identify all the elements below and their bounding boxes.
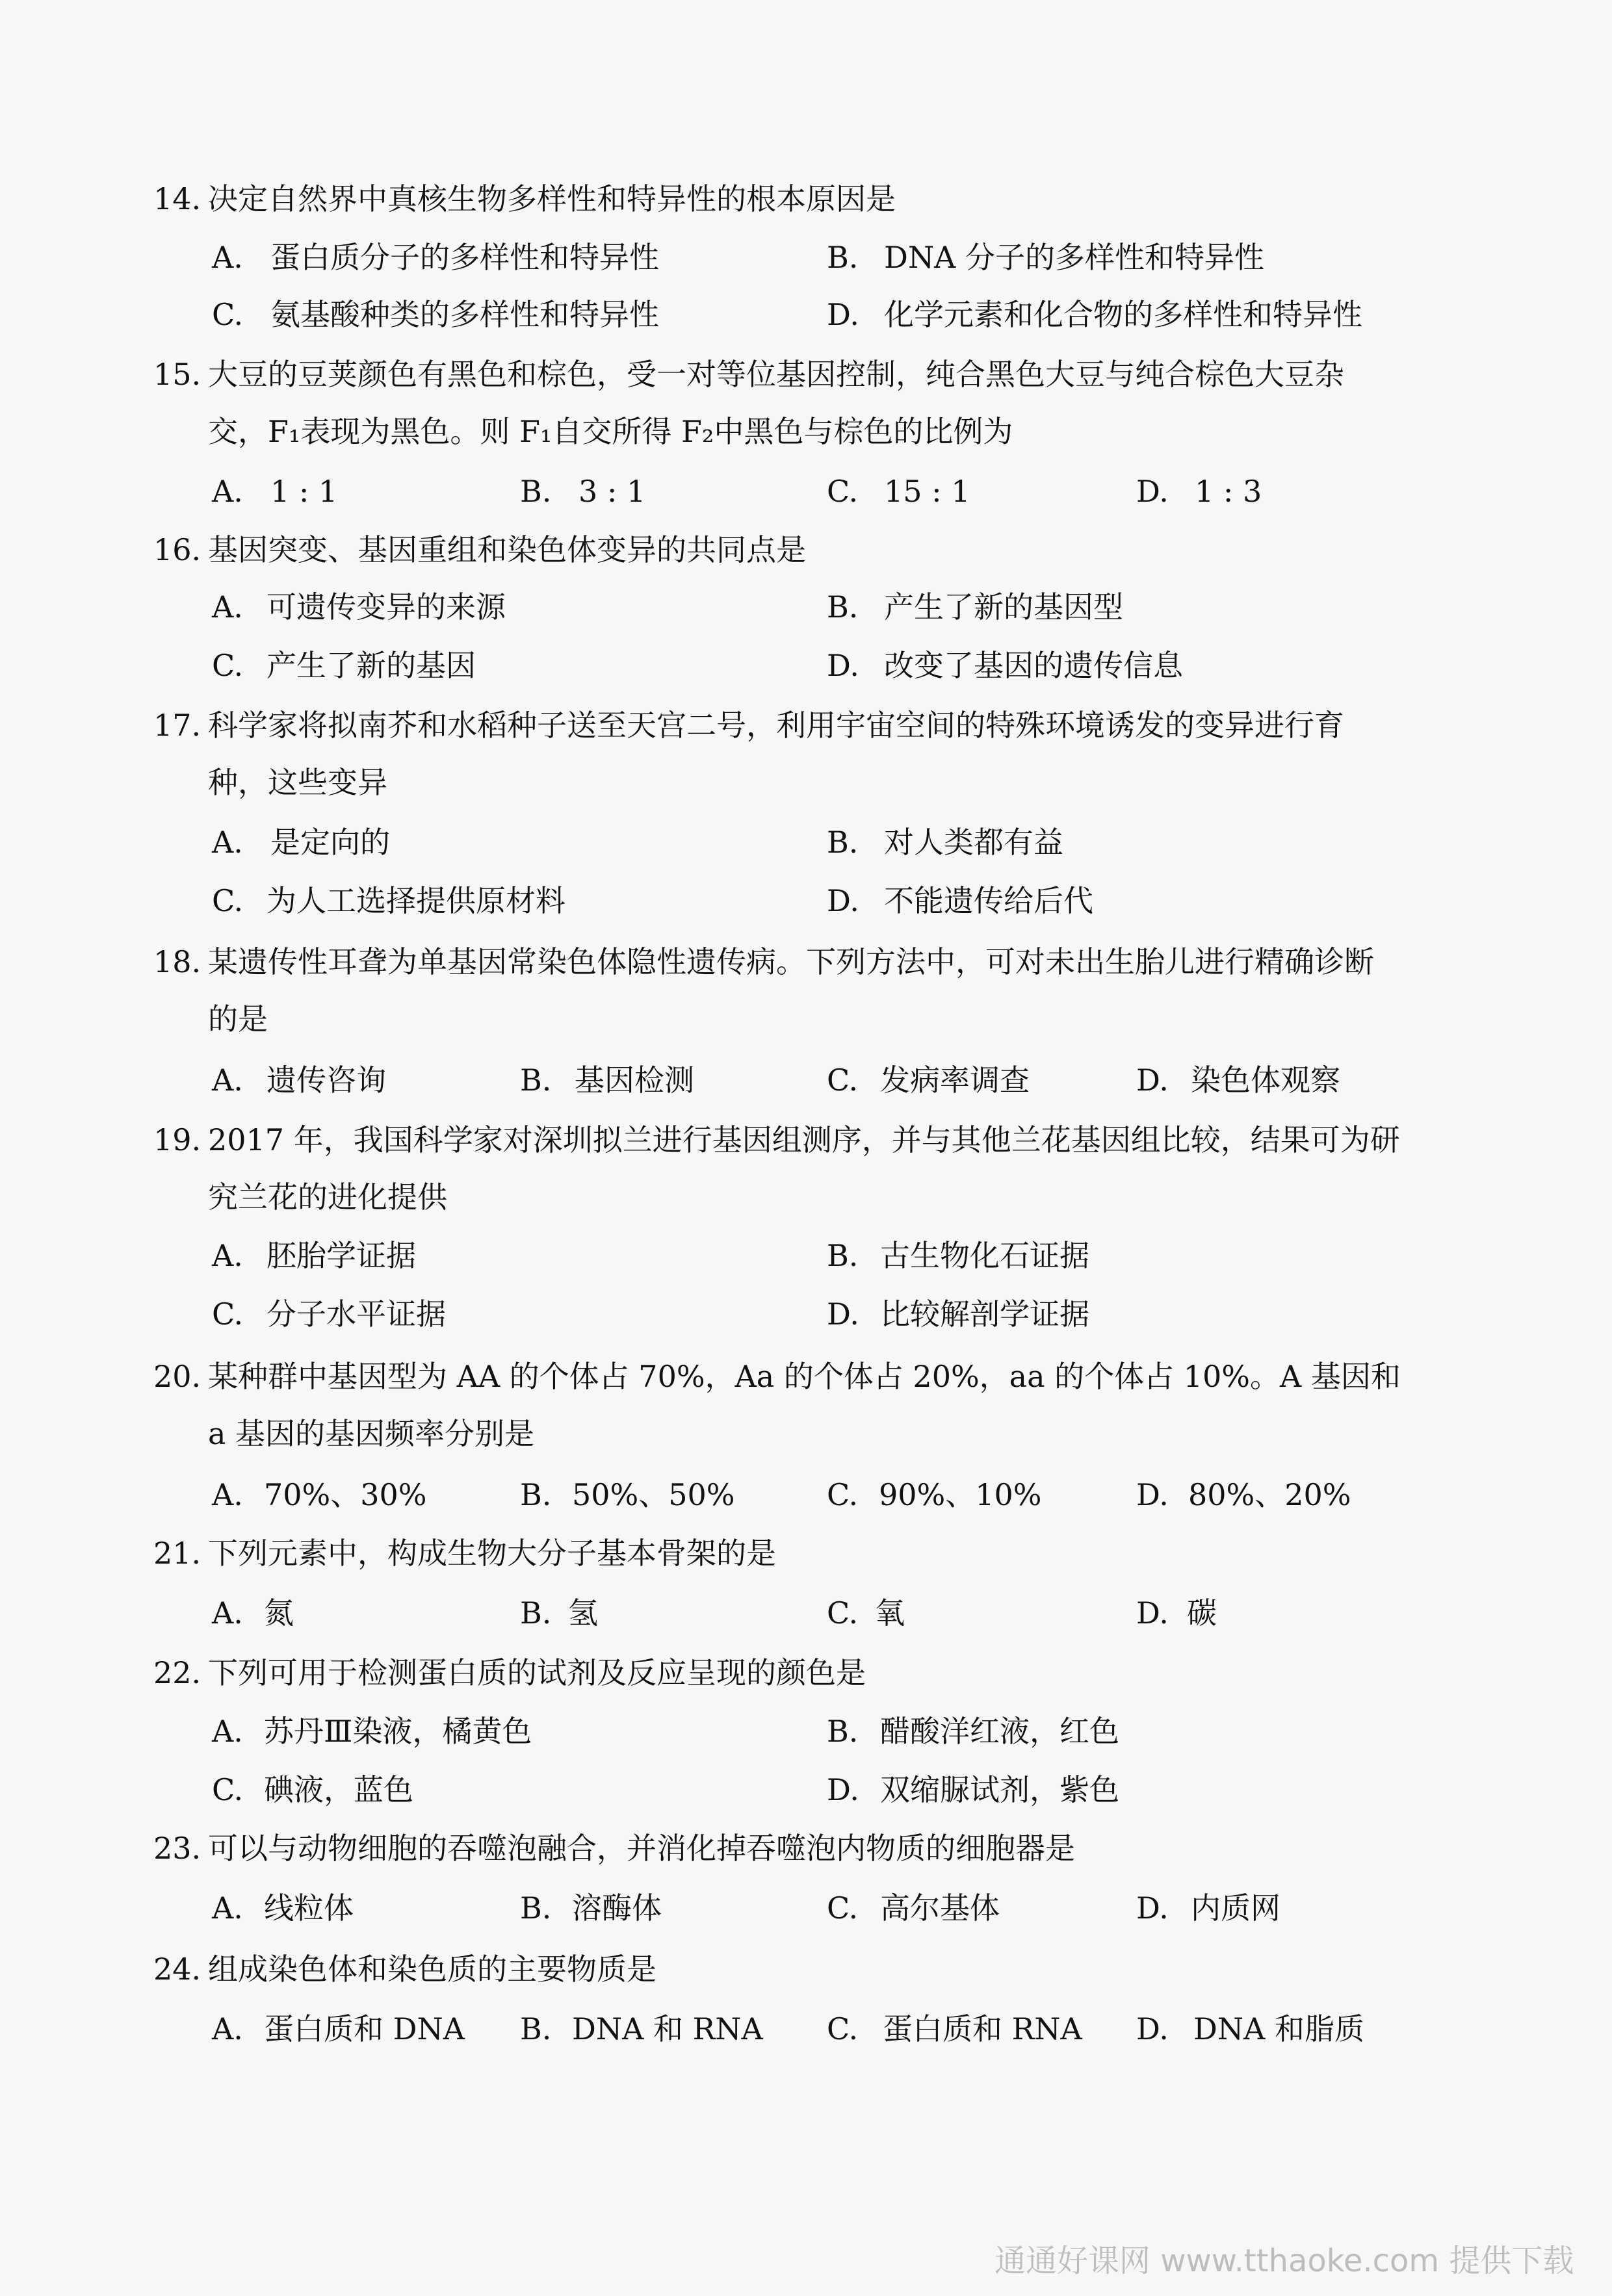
question-stem: 基因突变、基因重组和染色体变异的共同点是 — [208, 532, 806, 567]
option-d-label: D. — [1136, 1063, 1169, 1098]
option-c-label: C. — [212, 883, 244, 918]
question-number: 17. — [153, 708, 202, 743]
question-number: 24. — [153, 1952, 202, 1987]
option-d-label: D. — [1136, 474, 1169, 509]
question-stem: 组成染色体和染色质的主要物质是 — [208, 1952, 656, 1987]
option-b-text: DNA 和 RNA — [572, 2011, 763, 2046]
option-b-label: B. — [520, 1063, 552, 1098]
option-a-label: A. — [212, 1890, 243, 1926]
option-d-text: 化学元素和化合物的多样性和特异性 — [884, 297, 1362, 332]
question-stem-line-2: 究兰花的进化提供 — [208, 1180, 447, 1215]
option-a-text: 线粒体 — [264, 1890, 354, 1926]
option-d-text: 不能遗传给后代 — [884, 883, 1093, 918]
question-number: 21. — [153, 1536, 202, 1571]
option-b-text: 古生物化石证据 — [880, 1238, 1089, 1273]
question-number: 14. — [153, 181, 202, 216]
option-a-text: 是定向的 — [270, 825, 390, 860]
option-c-text: 蛋白质和 RNA — [883, 2011, 1082, 2046]
question-stem-line-2: 种，这些变异 — [208, 765, 387, 800]
option-a-text: 苏丹Ⅲ染液，橘黄色 — [264, 1714, 532, 1749]
option-a-label: A. — [212, 825, 243, 860]
option-c-label: C. — [827, 1595, 859, 1631]
option-b-text: DNA 分子的多样性和特异性 — [884, 240, 1264, 275]
option-a-label: A. — [212, 240, 243, 275]
option-d-label: D. — [1136, 2011, 1169, 2046]
option-b-text: 基因检测 — [575, 1063, 694, 1098]
option-a-label: A. — [212, 474, 243, 509]
option-c-label: C. — [827, 1477, 859, 1512]
question-stem: 决定自然界中真核生物多样性和特异性的根本原因是 — [208, 181, 896, 216]
option-b-text: 氢 — [568, 1595, 598, 1631]
option-a-text: 氮 — [264, 1595, 294, 1631]
question-stem: 可以与动物细胞的吞噬泡融合，并消化掉吞噬泡内物质的细胞器是 — [208, 1831, 1075, 1866]
option-a-label: A. — [212, 589, 243, 625]
option-c-text: 90%、10% — [879, 1477, 1042, 1512]
option-d-text: 碳 — [1187, 1595, 1217, 1631]
option-d-label: D. — [1136, 1890, 1169, 1926]
question-number: 22. — [153, 1655, 202, 1690]
option-d-text: 比较解剖学证据 — [880, 1296, 1089, 1332]
option-d-text: 80%、20% — [1188, 1477, 1351, 1512]
option-b-label: B. — [520, 474, 552, 509]
option-d-text: 染色体观察 — [1191, 1063, 1340, 1098]
watermark-footer: 通通好课网 www.tthaoke.com 提供下载 — [994, 2243, 1574, 2279]
option-b-text: 醋酸洋红液，红色 — [880, 1714, 1119, 1749]
option-b-label: B. — [827, 240, 859, 275]
question-number: 23. — [153, 1831, 202, 1866]
option-d-text: 内质网 — [1191, 1890, 1280, 1926]
option-c-text: 高尔基体 — [880, 1890, 1000, 1926]
option-a-text: 遗传咨询 — [266, 1063, 386, 1098]
option-a-label: A. — [212, 1063, 243, 1098]
option-a-text: 70%、30% — [264, 1477, 427, 1512]
option-b-label: B. — [827, 1238, 859, 1273]
option-d-label: D. — [827, 1772, 859, 1807]
question-stem-line-2: a 基因的基因频率分别是 — [208, 1416, 535, 1451]
option-a-label: A. — [212, 1477, 243, 1512]
question-stem: 下列元素中，构成生物大分子基本骨架的是 — [208, 1536, 776, 1571]
option-c-label: C. — [827, 1890, 859, 1926]
option-c-label: C. — [212, 648, 244, 683]
option-c-text: 15 : 1 — [884, 474, 970, 509]
option-a-label: A. — [212, 1238, 243, 1273]
option-c-text: 碘液，蓝色 — [264, 1772, 413, 1807]
question-stem-line-2: 的是 — [208, 1001, 268, 1037]
option-a-text: 胚胎学证据 — [266, 1238, 416, 1273]
option-c-label: C. — [827, 1063, 859, 1098]
option-b-text: 产生了新的基因型 — [884, 589, 1123, 625]
option-d-label: D. — [827, 883, 859, 918]
option-c-text: 产生了新的基因 — [266, 648, 476, 683]
option-b-text: 溶酶体 — [572, 1890, 662, 1926]
option-d-text: DNA 和脂质 — [1193, 2011, 1364, 2046]
option-a-text: 蛋白质分子的多样性和特异性 — [270, 240, 659, 275]
option-b-label: B. — [827, 825, 859, 860]
option-c-text: 分子水平证据 — [266, 1296, 446, 1332]
option-d-text: 1 : 3 — [1195, 474, 1262, 509]
option-c-label: C. — [212, 297, 244, 332]
option-c-text: 氧 — [875, 1595, 905, 1631]
option-b-label: B. — [520, 2011, 552, 2046]
question-number: 19. — [153, 1122, 202, 1157]
option-a-text: 1 : 1 — [270, 474, 338, 509]
option-d-text: 改变了基因的遗传信息 — [884, 648, 1183, 683]
option-c-label: C. — [827, 474, 859, 509]
option-a-label: A. — [212, 1595, 243, 1631]
option-b-label: B. — [520, 1477, 552, 1512]
option-c-text: 氨基酸种类的多样性和特异性 — [270, 297, 659, 332]
option-c-text: 发病率调查 — [880, 1063, 1030, 1098]
option-b-label: B. — [827, 1714, 859, 1749]
question-stem-line-2: 交，F₁表现为黑色。则 F₁自交所得 F₂中黑色与棕色的比例为 — [208, 414, 1013, 449]
question-stem-line-1: 某遗传性耳聋为单基因常染色体隐性遗传病。下列方法中，可对未出生胎儿进行精确诊断 — [208, 944, 1374, 979]
option-b-label: B. — [520, 1595, 552, 1631]
option-b-text: 50%、50% — [572, 1477, 735, 1512]
option-b-text: 3 : 1 — [578, 474, 646, 509]
option-d-label: D. — [827, 648, 859, 683]
option-d-label: D. — [1136, 1477, 1169, 1512]
question-stem-line-1: 某种群中基因型为 AA 的个体占 70%，Aa 的个体占 20%，aa 的个体占 10%。A 基因和 — [208, 1359, 1401, 1394]
option-c-label: C. — [212, 1772, 244, 1807]
option-d-label: D. — [827, 297, 859, 332]
option-a-text: 蛋白质和 DNA — [264, 2011, 465, 2046]
question-stem: 下列可用于检测蛋白质的试剂及反应呈现的颜色是 — [208, 1655, 866, 1690]
option-d-label: D. — [1136, 1595, 1169, 1631]
option-c-text: 为人工选择提供原材料 — [266, 883, 566, 918]
option-d-text: 双缩脲试剂，紫色 — [880, 1772, 1119, 1807]
question-number: 16. — [153, 532, 202, 567]
question-number: 20. — [153, 1359, 202, 1394]
question-number: 15. — [153, 357, 202, 392]
option-a-label: A. — [212, 2011, 243, 2046]
option-b-text: 对人类都有益 — [884, 825, 1063, 860]
question-number: 18. — [153, 944, 202, 979]
question-stem-line-1: 科学家将拟南芥和水稻种子送至天宫二号，利用宇宙空间的特殊环境诱发的变异进行育 — [208, 708, 1344, 743]
option-b-label: B. — [827, 589, 859, 625]
option-d-label: D. — [827, 1296, 859, 1332]
option-a-label: A. — [212, 1714, 243, 1749]
option-c-label: C. — [212, 1296, 244, 1332]
question-stem-line-1: 2017 年，我国科学家对深圳拟兰进行基因组测序，并与其他兰花基因组比较，结果可为研 — [208, 1122, 1400, 1157]
option-a-text: 可遗传变异的来源 — [266, 589, 506, 625]
question-stem-line-1: 大豆的豆荚颜色有黑色和棕色，受一对等位基因控制，纯合黑色大豆与纯合棕色大豆杂 — [208, 357, 1344, 392]
option-c-label: C. — [827, 2011, 859, 2046]
option-b-label: B. — [520, 1890, 552, 1926]
